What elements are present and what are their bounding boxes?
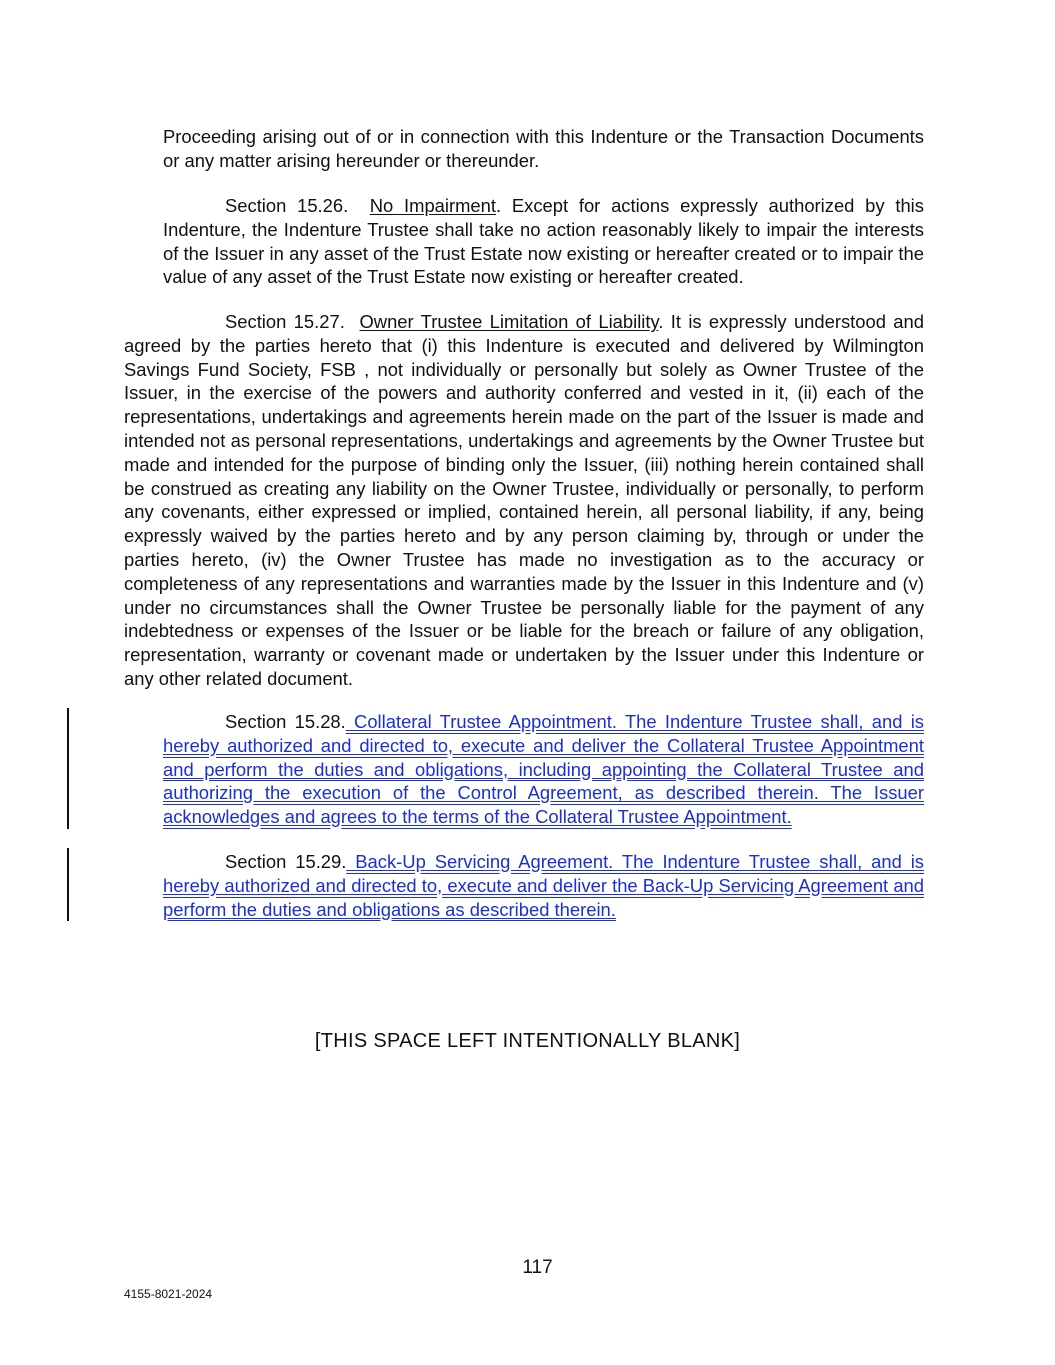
section-15-27-paragraph	[124, 310, 924, 691]
section-15-28-paragraph	[163, 710, 924, 829]
section-15-26-heading: No Impairment	[369, 195, 496, 216]
section-15-28-inserted-text: Collateral Trustee Appointment. The Indenture Trustee shall, and is hereby authorized and directed to, execute and deliver the Collateral Trustee Appointment and perform the duties and obligations, including appointing the Collateral Trustee and authorizing the execution of the Control Agreement, as described therein. The Issuer acknowledges and agrees to the terms of the Collateral Trustee Appointment.	[163, 711, 924, 828]
document-id: 4155-8021-2024	[124, 1287, 213, 1301]
section-15-26-number: Section 15.26.	[225, 195, 349, 216]
section-15-29-number: Section 15.29.	[225, 851, 347, 872]
section-15-27-number: Section 15.27.	[225, 311, 345, 332]
section-15-28-number: Section 15.28.	[225, 711, 346, 732]
change-bar-section-15-28	[67, 708, 69, 829]
section-15-27-body: . It is expressly understood and agreed by the parties hereto that (i) this Indenture is executed and delivered by Wilmington Savings Fund Society, FSB , not individually or personally but solely as Owner Trustee of the Issuer, in the exercise of the powers and authority conferred and vested in it, (ii) each of the representations, undertakings and agreements herein made on the part of the Issuer is made and intended not as personal representations, undertakings and agreements by the Owner Trustee but made and intended for the purpose of binding only the Issuer, (iii) nothing herein contained shall be construed as creating any liability on the Owner Trustee, individually or personally, to perform any covenants, either expressed or implied, contained herein, all personal liability, if any, being expressly waived by the parties hereto and by any person claiming by, through or under the parties hereto, (iv) the Owner Trustee has made no investigation as to the accuracy or completeness of any representations and warranties made by the Issuer in this Indenture and (v) under no circumstances shall the Owner Trustee be personally liable for the payment of any indebtedness or expenses of the Issuer or be liable for the breach or failure of any obligation, representation, warranty or covenant made or undertaken by the Issuer under this Indenture or any other related document.	[124, 311, 924, 689]
page-number: 117	[522, 1257, 553, 1278]
section-15-29-inserted-text: Back-Up Servicing Agreement. The Indenture Trustee shall, and is hereby authorized and directed to, execute and deliver the Back-Up Servicing Agreement and perform the duties and obligations as described therein.	[163, 851, 924, 920]
intentionally-blank-note: [THIS SPACE LEFT INTENTIONALLY BLANK]	[314, 1030, 741, 1052]
section-15-29-paragraph	[163, 850, 924, 921]
change-bar-section-15-29	[67, 848, 69, 921]
intro-paragraph: Proceeding arising out of or in connection with this Indenture or the Transaction Documents or any matter arising hereunder or thereunder.	[163, 126, 924, 171]
section-15-27-heading: Owner Trustee Limitation of Liability	[359, 311, 659, 332]
section-15-26-body: . Except for actions expressly authorized by this Indenture, the Indenture Trustee shall take no action reasonably likely to impair the interests of the Issuer in any asset of the Trust Estate now existing or hereafter created or to impair the value of any asset of the Trust Estate now existing or hereafter created.	[163, 195, 924, 288]
section-15-26-paragraph	[163, 194, 924, 289]
